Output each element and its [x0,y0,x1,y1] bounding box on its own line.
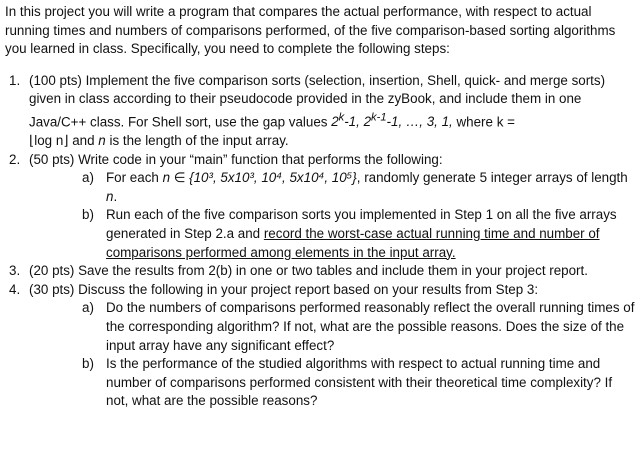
n-value-set: {10³, 5x10³, 10⁴, 5x10⁴, 10⁵} [189,170,357,186]
substep-text: Is the performance of the studied algorithms with respect to actual running time and number of comparisons performed consistent with their theoretical time complexity? If not, what are the possible reasons? [106,356,613,409]
step-4 [5,281,637,411]
substeps-list [29,169,637,262]
step-number: 1. [9,72,21,88]
step-2 [5,151,637,263]
substep-letter: b) [82,207,94,223]
substep-4b [29,355,637,411]
step-number: 4. [9,281,21,297]
step-number: 2. [9,151,21,167]
gap-values: 2$^k$-1, 2$^{k-1}$-1, …, 3, 1, [331,111,453,130]
steps-list [5,72,637,411]
intro-paragraph: In this project you will write a program that compares the actual performance, with respect to actual running times and numbers of comparisons performed, of the five comparison-based sorting algorithms you learned in class. Specifically, you need to complete the following steps: [5,4,616,57]
step-1 [5,72,637,151]
underlined-requirement: record the worst-case actual running time and number of comparisons performed among elements in the input array. [106,226,600,260]
substeps-list [29,299,637,411]
substep-text: Do the numbers of comparisons performed reasonably reflect the overall running times of the corresponding algorithm? If not, what are the possible reasons. Does the size of the input array have any significant effect? [106,300,635,353]
substep-text: Run each of the five comparison sorts you implemented in Step 1 on all the five arrays generated in Step 2.a and record the worst-case actual running time and number of comparisons performed among elements in the input array. [106,207,617,260]
step-number: 3. [9,263,21,279]
substep-text: For each n ∈ {10³, 5x10³, 10⁴, 5x10⁴, 10⁵}, randomly generate 5 integer arrays of length n. [106,170,628,204]
step-text: (30 pts) Discuss the following in your project report based on your results from Step 3: [29,281,539,297]
substep-letter: a) [82,300,94,316]
substep-letter: a) [82,170,94,186]
floor-log-n: ⌊log n⌋ [29,133,69,149]
step-text: (20 pts) Save the results from 2(b) in one or two tables and include them in your project report. [29,263,588,279]
substep-4a [29,299,637,355]
k-equation: k = [496,114,515,130]
substep-2b [29,206,637,262]
substep-letter: b) [82,356,94,372]
step-3 [5,262,637,281]
step-text: (50 pts) Write code in your “main” function that performs the following: [29,151,443,167]
substep-2a [29,169,637,206]
project-document [5,3,637,411]
step-text: (100 pts) Implement the five comparison sorts (selection, insertion, Shell, quick- and merge sorts) given in class according to their pseudocode provided in the zyBook, and include them in one Java/C++ class. For Shell sort, use the gap values 2$^k$-1, 2$^{k-1}$-1, …, 3, 1, where k = ⌊log n⌋ and n is the length of the input array. [29,72,606,149]
